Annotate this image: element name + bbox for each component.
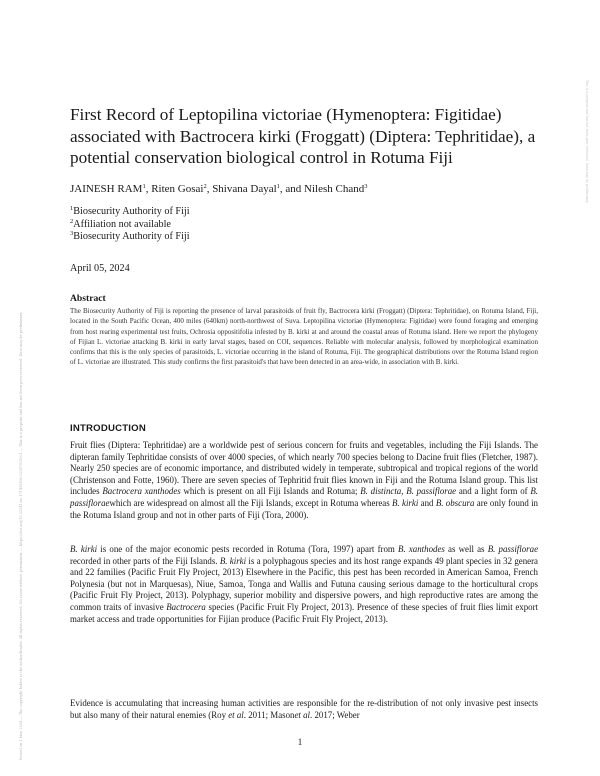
author-name: Nilesh Chand — [304, 183, 365, 195]
affiliation-item — [70, 219, 540, 232]
affiliation-item — [70, 231, 540, 244]
affiliation-text: Affiliation not available — [73, 218, 171, 230]
species-name: B. xanthodes — [398, 544, 445, 554]
author-list: JAINESH RAM$^1$, Riten Gosai$^2$, Shivana Dayal$^1$, and Nilesh Chand$^3$ — [70, 183, 368, 195]
preprint-sidebar — [14, 70, 28, 760]
species-name: B. passiflorae — [70, 486, 539, 508]
species-name: B. passiflorae — [487, 544, 539, 554]
publication-date: April 05, 2024 — [70, 263, 130, 274]
species-name: Bactrocera — [166, 601, 206, 612]
author-affiliation-mark: 3 — [364, 183, 368, 190]
author-affiliation-mark: 1 — [142, 183, 146, 190]
body-paragraph: Fruit flies (Diptera: Tephritidae) are a worldwide pest of serious concern for fruits and vegetables, including the Fiji Islands. The dipteran family Tephritidae consists of over 4000 species, of which nearly 700 species belong to Dacine fruit flies (Fletcher, 1987). Nearly 250 species are of economic importance, and distributed widely in temperate, subtropical and tropical regions of the world (Christenson and Fotte, 1960). There are seven species of Tephritid fruit flies known in Fiji and the Rotuma Island group. This list includes Bactrocera xanthodes which is present on all Fiji Islands and Rotuma; B. distincta, B. passiflorae and a light form of B. passifloraewhich are widespread on almost all the Fiji Islands, except in Rotuma whereas B. kirki and B. obscura are only found in the Rotuma Island group and not in other parts of Fiji (Tora, 2000). — [70, 440, 539, 520]
affiliation-mark: 1 — [70, 205, 74, 212]
preprint-sidebar-text: Posted on 1 May 2024 — The copyright holder is the author/funder. All rights reserved. No reuse without permission. — https://doi.org/10.22541/au.171458890.02357831/v1 — This is a preprint and has not been peer reviewed. Data may be preliminary. — [19, 311, 23, 760]
paper-title: First Record of Leptopilina victoriae (Hymenoptera: Figitidae) associated with Bactrocera kirki (Froggatt) (Diptera: Tephritidae), a potential conservation biological control in Rotuma Fiji — [70, 105, 536, 167]
affiliation-text: Biosecurity Authority of Fiji — [73, 206, 190, 217]
abstract-text: The Biosecurity Authority of Fiji is reporting the presence of larval parasitoids of fruit fly, Bactrocera kirki (Froggatt) (Diptera: Tephritidae), on Rotuma Island, Fiji, located in the South Pacific Ocean, 400 miles (640km) north-northwest of Suva. Leptopilina victoriae (Hymenoptera: Figitidae) were found foraging and emerging from host rearing experimental test fruits, Ochrosia oppositifolia infested by B. kirki at and around the coastal areas of Rotuma island. Here we report the phylogeny of Fijian L. victoriae attacking B. kirki in early larval stages, based on COI, sequences. Reliable with molecular analysis, followed by morphological examination confirms that this is the only species of parasitoids, L. victoriae occurring in the island of Rotuma, Fiji. The geographical distributions over the Rotuma Island region of L. victoriae are illustrated. This study confirms the first parasitoid's that have been detected in an area-wide, in association with B. kirki. — [70, 307, 538, 367]
species-name: B. kirki — [392, 497, 419, 508]
body-paragraph: Evidence is accumulating that increasing human activities are responsible for the re-distribution of not only invasive pest insects but also many of their natural enemies (Roy et al. 2011; Masonet al. 2017; Weber — [70, 698, 538, 720]
species-name: B. obscura — [435, 497, 475, 508]
page-number: 1 — [297, 737, 303, 747]
species-name: et al — [294, 709, 310, 720]
species-name: B. kirki — [219, 555, 247, 566]
author-affiliation-mark: 1 — [276, 183, 280, 190]
species-name: B. distincta, B. passiflorae — [360, 486, 457, 497]
abstract-heading: Abstract — [70, 293, 106, 304]
author-name: Riten Gosai — [151, 183, 204, 195]
affiliation-mark: 3 — [70, 230, 74, 238]
affiliation-item — [70, 206, 540, 219]
author-affiliation-mark: 2 — [203, 183, 207, 190]
species-name: Bactrocera xanthodes — [102, 486, 181, 497]
affiliation-mark: 2 — [70, 217, 74, 225]
introduction-heading: INTRODUCTION — [70, 423, 146, 434]
author-name: Shivana Dayal — [212, 183, 277, 195]
species-name: et al — [228, 709, 244, 720]
preprint-right-watermark-text: This is a preprint and has not been peer reviewed. Data may be preliminary. — [585, 80, 589, 204]
affiliation-list — [70, 206, 540, 244]
body-paragraph: B. kirki is one of the major economic pests recorded in Rotuma (Tora, 1997) apart from B. xanthodes as well as B. passiflorae recorded in other parts of the Fiji Islands. B. kirki is a polyphagous species and its host range expands 49 plant species in 32 genera and 22 families (Pacific Fruit Fly Project, 2013) Elsewhere in the Pacific, this pest has been recorded in American Samoa, French Polynesia (but not in Marquesas), Niue, Samoa, Tonga and Wallis and Futuna causing serious damage to the horticultural crops (Pacific Fruit Fly Project, 2013). Polyphagy, superior mobility and dispersive powers, and high reproductive rates are among the common traits of invasive Bactrocera species (Pacific Fruit Fly Project, 2013). Presence of these species of fruit flies limit export market access and trade opportunities for Fijian produce (Pacific Fruit Fly Project, 2013). — [70, 544, 539, 624]
species-name: B. kirki — [70, 544, 98, 554]
preprint-right-watermark — [582, 80, 592, 330]
author-name: JAINESH RAM — [70, 183, 143, 195]
affiliation-text: Biosecurity Authority of Fiji — [73, 231, 190, 243]
